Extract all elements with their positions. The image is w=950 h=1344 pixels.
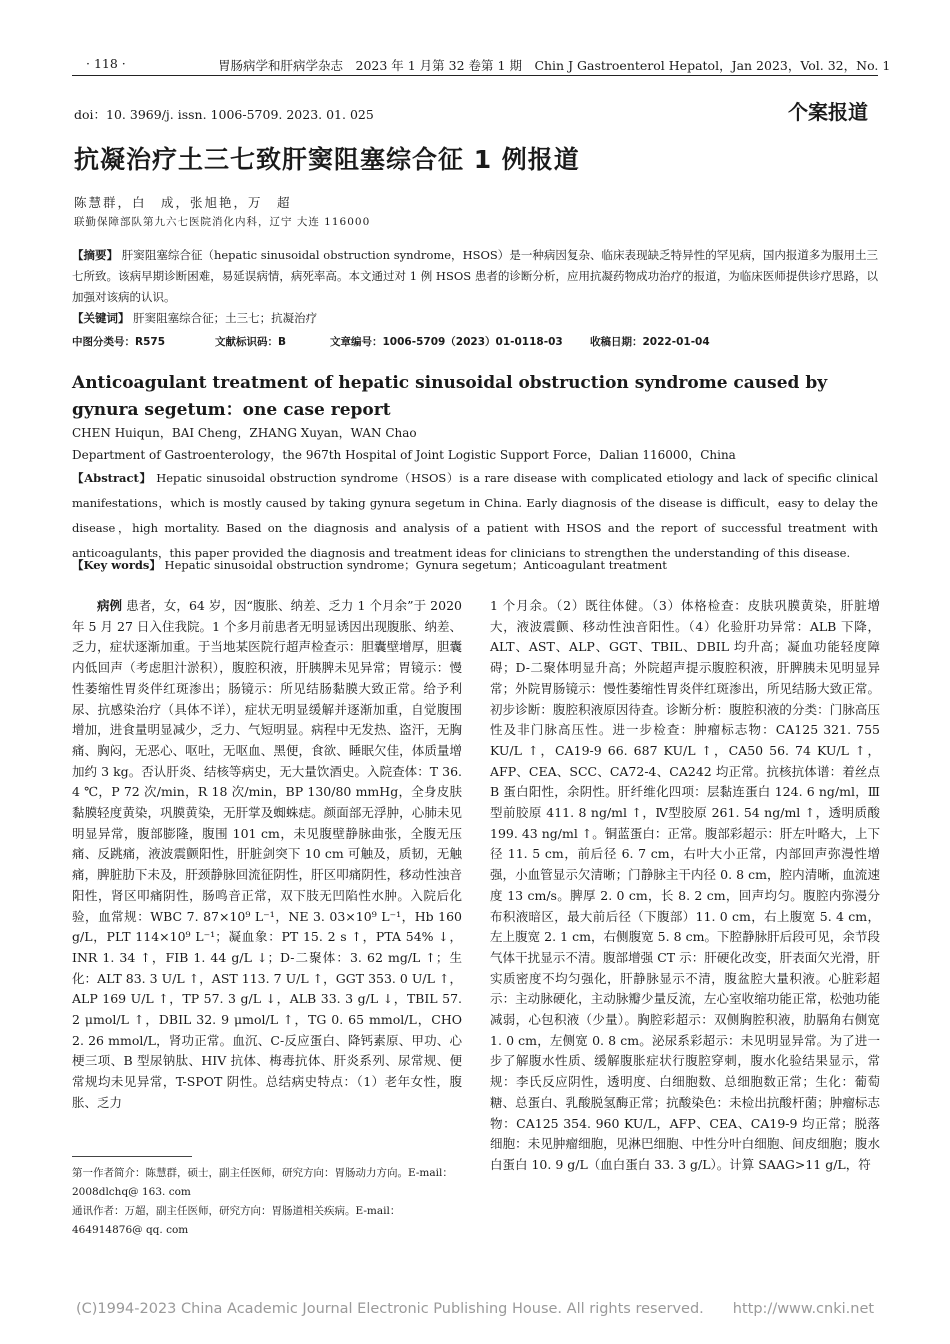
clc-number: 中图分类号：R575 (72, 336, 166, 348)
column-label: 个案报道 (788, 100, 868, 124)
first-author-note: 第一作者简介：陈慧群，硕士，副主任医师，研究方向：胃肠动力方向。E-mail：2008dlchq@ 163. com (72, 1167, 453, 1198)
case-label: 病例 (97, 598, 123, 613)
chinese-abstract (72, 245, 878, 329)
english-keywords (72, 557, 667, 573)
english-abstract-label: 【Abstract】 (72, 471, 152, 485)
footnotes (72, 1164, 462, 1240)
body-left-text: 患者，女，64 岁，因“腹胀、纳差、乏力 1 个月余”于 2020 年 5 月 27 日入住我院。1 个多月前患者无明显诱因出现腹胀、纳差、乏力，症状逐渐加重。于当地某医院行超声检查示：胆囊壁增厚，胆囊内低回声（考虑胆汁淤积），腹腔积液，肝胰脾未见异常；胃镜示：慢性萎缩性胃炎伴红斑渗出；肠镜示：所见结肠黏膜大致正常。给予利尿、抗感染治疗（具体不详），症状无明显缓解并逐渐加重，自觉腹围增加，进食量明显减少，乏力、气短明显。病程中无发热、盗汗，无胸痛、胸闷，无恶心、呕吐，无呕血、黑便，食欲、睡眠欠佳，体质量增加约 3 kg。否认肝炎、结核等病史，无大量饮酒史。入院查体：T 36. 4 ℃，P 72 次/min，R 18 次/min，BP 130/80 mmHg，全身皮肤黏膜轻度黄染，巩膜黄染，无肝掌及蜘蛛痣。颜面部无浮肿，心肺未见明显异常，腹部膨隆，腹围 101 cm，未见腹壁静脉曲张，全腹无压痛、反跳痛，液波震颤阳性，肝脏剑突下 10 cm 可触及，质韧，无触痛，脾脏肋下未及，肝颈静脉回流征阴性，肝区叩痛阴性，移动性浊音阳性，肾区叩痛阴性，肠鸣音正常，双下肢无凹陷性水肿。入院后化验，血常规：WBC 7. 87×10⁹ L⁻¹，NE 3. 03×10⁹ L⁻¹，Hb 160 g/L，PLT 114×10⁹ L⁻¹；凝血象：PT 15. 2 s ↑，PTA 54% ↓，INR 1. 34 ↑，FIB 1. 44 g/L ↓；D-二聚体：3. 62 mg/L ↑；生化：ALT 83. 3 U/L ↑，AST 113. 7 U/L ↑，GGT 353. 0 U/L ↑，ALP 169 U/L ↑，TP 57. 3 g/L ↓，ALB 33. 3 g/L ↓，TBIL 57. 2 μmol/L ↑，DBIL 32. 9 μmol/L ↑，TG 0. 65 mmol/L，CHO 2. 26 mmol/L，肾功正常。血沉、C-反应蛋白、降钙素原、甲功、心梗三项、B 型尿钠肽、HIV 抗体、梅毒抗体、肝炎系列、尿常规、便常规均未见异常，T-SPOT 阴性。总结病史特点：（1）老年女性，腹胀、乏力 (72, 598, 462, 1110)
english-abstract-text: Hepatic sinusoidal obstruction syndrome（HSOS）is a rare disease with complicated etiology and lack of specific clinical manifestations，which is mostly caused by taking gynura segetum in China. Early diagnosis of the disease is difficult，easy to delay the disease，high mortality. Based on the diagnosis and analysis of a patient with HSOS and the report of successful treatment with anticoagulants，this paper provided the diagnosis and treatment ideas for clinicians to strengthen the understanding of this disease. (72, 471, 879, 560)
doi: doi：10. 3969/j. issn. 1006-5709. 2023. 01. 025 (74, 107, 374, 122)
abstract-label: 【摘要】 (72, 248, 119, 262)
header-rule (72, 75, 878, 76)
english-title: Anticoagulant treatment of hepatic sinusoidal obstruction syndrome caused by gynura segetum：one case report (72, 373, 828, 420)
copyright-watermark: (C)1994-2023 China Academic Journal Electronic Publishing House. All rights reserved. http://www.cnki.net (75, 1301, 875, 1317)
english-affiliation: Department of Gastroenterology，the 967th Hospital of Joint Logistic Support Force，Dalian 116000，China (72, 448, 736, 462)
journal-running-head: 胃肠病学和肝病学杂志 2023 年 1 月第 32 卷第 1 期 Chin J Gastroenterol Hepatol，Jan 2023，Vol. 32，No. 1 (218, 58, 891, 73)
article-title: 抗凝治疗土三七致肝窦阻塞综合征 1 例报道 (74, 145, 580, 174)
abstract-text: 肝窦阻塞综合征（hepatic sinusoidal obstruction syndrome，HSOS）是一种病因复杂、临床表现缺乏特异性的罕见病，国内报道多为服用土三七所致。该病早期诊断困难，易延误病情，病死率高。本文通过对 1 例 HSOS 患者的诊断分析，应用抗凝药物成功治疗的报道，为临床医师提供诊疗思路，以加强对该病的认识。 (72, 248, 879, 304)
english-keywords-label: 【Key words】 (72, 558, 161, 572)
page-number: · 118 · (86, 56, 126, 71)
corresponding-author-note: 通讯作者：万超，副主任医师，研究方向：胃肠道相关疾病。E-mail：464914876@ qq. com (72, 1205, 401, 1236)
english-authors: CHEN Huiqun，BAI Cheng，ZHANG Xuyan，WAN Chao (72, 426, 417, 440)
document-code: 文献标识码：B (215, 336, 287, 348)
body-left-column (72, 596, 462, 1114)
received-date: 收稿日期：2022-01-04 (590, 336, 710, 348)
english-keywords-text: Hepatic sinusoidal obstruction syndrome；Gynura segetum；Anticoagulant treatment (164, 558, 667, 572)
body-right-column: 1 个月余。（2）既往体健。（3）体格检查：皮肤巩膜黄染，肝脏增大，液波震颤、移动性浊音阳性。（4）化验肝功异常：ALB 下降，ALT、AST、ALP、GGT、TBIL、DBIL 均升高；凝血功能轻度障碍；D-二聚体明显升高；外院超声提示腹腔积液，肝脾胰未见明显异常；外院胃肠镜示：慢性萎缩性胃炎伴红斑渗出，所见结肠大致正常。初步诊断：腹腔积液原因待查。诊断分析：腹腔积液的分类：门脉高压性及非门脉高压性。进一步检查：肿瘤标志物：CA125 321. 755 KU/L ↑，CA19-9 66. 687 KU/L ↑，CA50 56. 74 KU/L ↑，AFP、CEA、SCC、CA72-4、CA242 均正常。抗核抗体谱：着丝点 B 蛋白阳性，余阴性。肝纤维化四项：层黏连蛋白 124. 6 ng/ml，Ⅲ型前胶原 411. 8 ng/ml ↑，Ⅳ型胶原 261. 54 ng/ml ↑，透明质酸 199. 43 ng/ml ↑。铜蓝蛋白：正常。腹部彩超示：肝左叶略大，上下径 11. 5 cm，前后径 6. 7 cm，右叶大小正常，内部回声弥漫性增强，小血管显示欠清晰；门静脉主干内径 0. 8 cm，腔内清晰，血流速度 13 cm/s。脾厚 2. 0 cm，长 8. 2 cm，回声均匀。腹腔内弥漫分布积液暗区，最大前后径（下腹部）11. 0 cm，右上腹宽 5. 4 cm，左上腹宽 2. 1 cm，右侧腹宽 5. 8 cm。下腔静脉肝后段可见，余节段气体干扰显示不清。腹部增强 CT 示：肝硬化改变，肝表面欠光滑，肝实质密度不均匀强化，肝静脉显示不清，腹盆腔大量积液。心脏彩超示：主动脉硬化，主动脉瓣少量反流，左心室收缩功能正常，松弛功能减弱，心包积液（少量）。胸腔彩超示：双侧胸腔积液，肋膈角右侧宽 1. 0 cm，左侧宽 0. 8 cm。泌尿系彩超示：未见明显异常。为了进一步了解腹水性质、缓解腹胀症状行腹腔穿刺，腹水化验结果显示，常规：李氏反应阴性，透明度、白细胞数、总细胞数正常；生化：葡萄糖、总蛋白、乳酸脱氢酶正常；抗酸染色：未检出抗酸杆菌；肿瘤标志物：CA125 354. 960 KU/L，AFP、CEA、CA19-9 均正常；脱落细胞：未见肿瘤细胞，见淋巴细胞、中性分叶白细胞、间皮细胞；腹水白蛋白 10. 9 g/L（血白蛋白 33. 3 g/L）。计算 SAAG>11 g/L，符 (490, 598, 880, 1172)
english-abstract (72, 466, 878, 566)
keywords-label: 【关键词】 (72, 311, 130, 325)
authors: 陈慧群，白 成，张旭艳，万 超 (74, 195, 292, 210)
footnote-rule (72, 1156, 192, 1157)
keywords-text: 肝窦阻塞综合征；土三七；抗凝治疗 (133, 311, 318, 325)
article-number: 文章编号：1006-5709（2023）01-0118-03 (330, 336, 563, 348)
affiliation: 联勤保障部队第九六七医院消化内科，辽宁 大连 116000 (74, 216, 371, 228)
